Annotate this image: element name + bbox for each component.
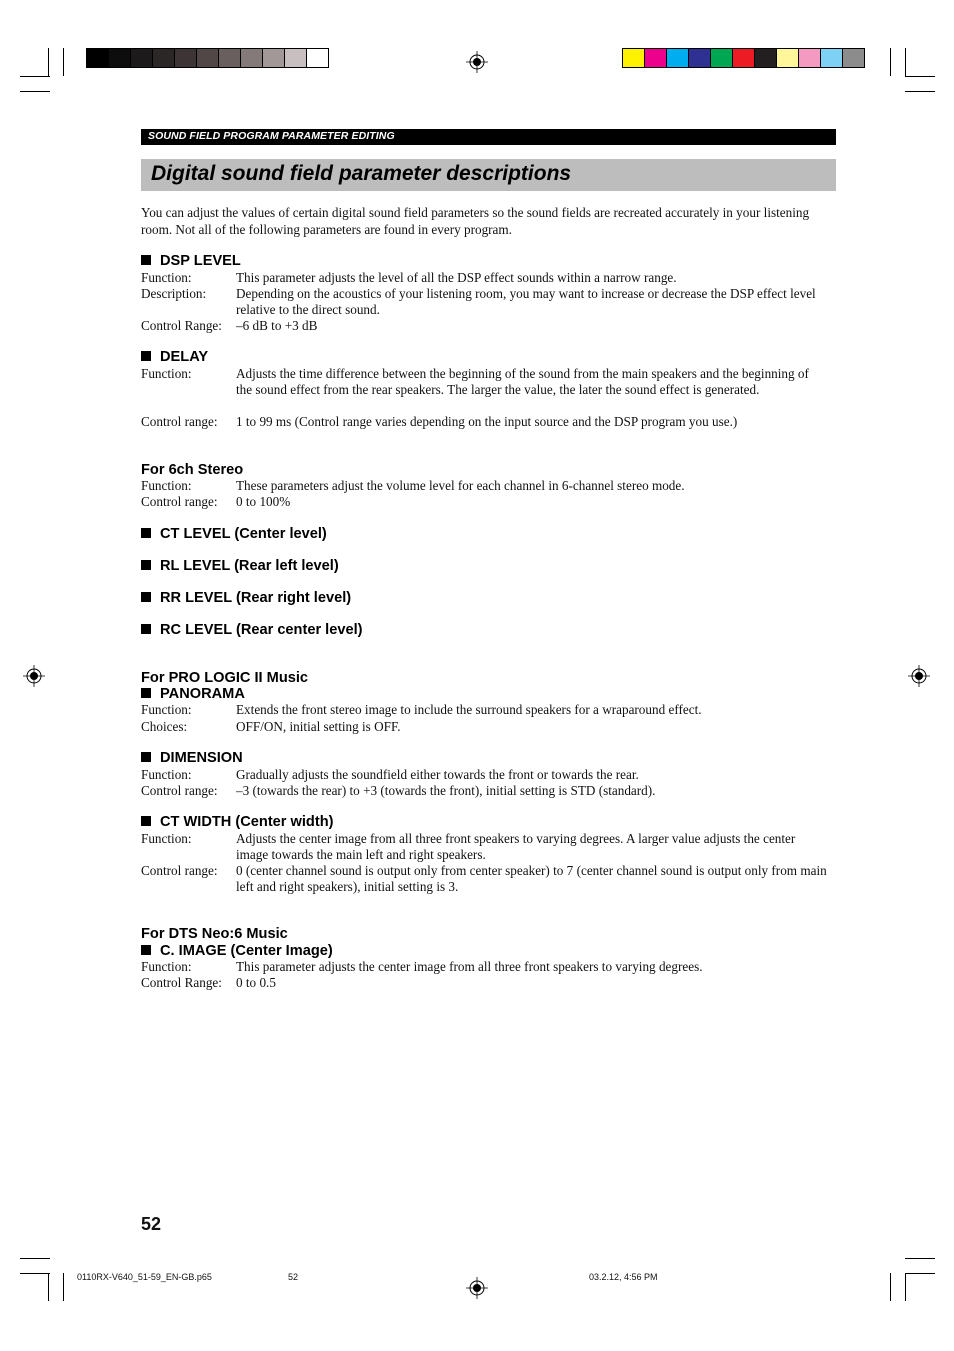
rl-level-heading-text: RL LEVEL (Rear left level) (160, 558, 339, 574)
field-value: OFF/ON, initial setting is OFF. (236, 719, 401, 734)
rl-level-heading (141, 558, 339, 574)
delay-heading-text: DELAY (160, 349, 209, 365)
bullet-square-icon (141, 688, 151, 698)
field-value: –6 dB to +3 dB (236, 318, 318, 333)
color-swatch (798, 48, 821, 68)
field-value: 0 (center channel sound is output only from center speaker) to 7 (center channel sound is output only from main left and right speakers), initial setting is 3. (236, 863, 827, 894)
field-value: Gradually adjusts the soundfield either towards the front or towards the rear. (236, 767, 639, 782)
color-swatch (196, 48, 219, 68)
bullet-square-icon (141, 816, 151, 826)
registration-mark-icon (908, 665, 930, 687)
field-value: Extends the front stereo image to include the surround speakers for a wraparound effect. (236, 702, 702, 717)
field-label: Choices: (141, 719, 188, 734)
field-value: Adjusts the center image from all three front speakers to varying degrees. A larger value adjusts the center image towards the main left and right speakers. (236, 831, 796, 862)
color-swatch (262, 48, 285, 68)
registration-mark-icon (466, 51, 488, 73)
field-label: Function: (141, 959, 192, 974)
crop-mark (905, 1258, 935, 1259)
section-header-bar (141, 129, 836, 145)
color-swatch (688, 48, 711, 68)
field-label: Function: (141, 270, 192, 285)
title-bar (141, 159, 836, 191)
intro-paragraph: You can adjust the values of certain digital sound field parameters so the sound fields are recreated accurately in your listening room. Not all of the following parameters are found in every program. (141, 205, 810, 237)
crop-mark (63, 1273, 64, 1301)
neo6-music-heading: For DTS Neo:6 Music (141, 926, 288, 942)
color-swatch (776, 48, 799, 68)
bullet-square-icon (141, 351, 151, 361)
crop-mark (48, 1273, 49, 1301)
field-value: 0 to 0.5 (236, 975, 276, 990)
plii-music-heading: For PRO LOGIC II Music (141, 670, 309, 686)
color-swatch (284, 48, 307, 68)
crop-mark (905, 91, 935, 92)
crop-mark (905, 1273, 935, 1274)
color-swatch (306, 48, 329, 68)
page-title: Digital sound field parameter descriptions (151, 162, 572, 185)
registration-mark-icon (23, 665, 45, 687)
footer-timestamp: 03.2.12, 4:56 PM (589, 1272, 658, 1282)
bullet-square-icon (141, 945, 151, 955)
field-value: 0 to 100% (236, 494, 291, 509)
dimension-heading (141, 750, 243, 766)
crop-mark (63, 48, 64, 76)
crop-mark (20, 76, 50, 77)
page-number: 52 (141, 1214, 162, 1234)
crop-mark (20, 91, 50, 92)
footer-page: 52 (288, 1272, 299, 1282)
color-swatch (86, 48, 109, 68)
ct-level-heading-text: CT LEVEL (Center level) (160, 526, 327, 542)
delay-heading (141, 349, 208, 365)
field-label: Function: (141, 831, 192, 846)
field-value: This parameter adjusts the center image from all three front speakers to varying degrees. (236, 959, 703, 974)
c-image-heading-text: C. IMAGE (Center Image) (160, 943, 333, 959)
crop-mark (890, 1273, 891, 1301)
color-swatch (174, 48, 197, 68)
rr-level-heading (141, 590, 351, 606)
field-value: Depending on the acoustics of your listening room, you may want to increase or decrease the DSP effect level relative to the direct sound. (236, 286, 816, 317)
color-swatch (218, 48, 241, 68)
ct-level-heading (141, 526, 327, 542)
rc-level-heading-text: RC LEVEL (Rear center level) (160, 622, 363, 638)
bullet-square-icon (141, 624, 151, 634)
crop-mark (20, 1258, 50, 1259)
crop-mark (890, 48, 891, 76)
field-label: Control range: (141, 414, 218, 429)
field-label: Function: (141, 478, 192, 493)
footer-filename: 0110RX-V640_51-59_EN-GB.p65 (77, 1272, 212, 1282)
c-image-heading (141, 943, 333, 959)
crop-mark (20, 1273, 50, 1274)
panorama-heading-text: PANORAMA (160, 686, 245, 702)
field-value: 1 to 99 ms (Control range varies depending on the input source and the DSP program you use.) (236, 414, 738, 429)
crop-mark (48, 48, 49, 76)
bullet-square-icon (141, 752, 151, 762)
color-swatch (240, 48, 263, 68)
bullet-square-icon (141, 592, 151, 602)
field-label: Control range: (141, 863, 218, 878)
field-label: Function: (141, 702, 192, 717)
color-swatch (842, 48, 865, 68)
color-swatch (710, 48, 733, 68)
color-swatch (666, 48, 689, 68)
color-swatch (754, 48, 777, 68)
color-swatch (732, 48, 755, 68)
bullet-square-icon (141, 255, 151, 265)
field-label: Function: (141, 366, 192, 381)
field-label: Function: (141, 767, 192, 782)
ct-width-heading-text: CT WIDTH (Center width) (160, 814, 334, 830)
bullet-square-icon (141, 560, 151, 570)
section-label: SOUND FIELD PROGRAM PARAMETER EDITING (148, 130, 395, 142)
color-swatch (622, 48, 645, 68)
ct-width-heading (141, 814, 333, 830)
field-value: These parameters adjust the volume level for each channel in 6-channel stereo mode. (236, 478, 685, 493)
rc-level-heading (141, 622, 363, 638)
field-value: Adjusts the time difference between the beginning of the sound from the main speakers and the beginning of the sound effect from the rear speakers. The larger the value, the later the sound effect is generated. (236, 366, 809, 397)
field-label: Control Range: (141, 318, 222, 333)
dsp-level-heading-text: DSP LEVEL (160, 253, 241, 269)
color-swatch (820, 48, 843, 68)
field-label: Control Range: (141, 975, 222, 990)
crop-mark (905, 48, 906, 76)
rr-level-heading-text: RR LEVEL (Rear right level) (160, 590, 352, 606)
stereo-6ch-heading: For 6ch Stereo (141, 462, 244, 478)
crop-mark (905, 76, 935, 77)
bullet-square-icon (141, 528, 151, 538)
crop-mark (905, 1273, 906, 1301)
registration-mark-icon (466, 1277, 488, 1299)
color-swatch (644, 48, 667, 68)
color-swatch (130, 48, 153, 68)
field-label: Description: (141, 286, 207, 301)
panorama-heading (141, 686, 245, 702)
color-swatch (152, 48, 175, 68)
field-value: –3 (towards the rear) to +3 (towards the front), initial setting is STD (standard). (236, 783, 656, 798)
field-value: This parameter adjusts the level of all the DSP effect sounds within a narrow range. (236, 270, 677, 285)
dsp-level-heading (141, 253, 241, 269)
field-label: Control range: (141, 783, 218, 798)
field-label: Control range: (141, 494, 218, 509)
color-swatch (108, 48, 131, 68)
dimension-heading-text: DIMENSION (160, 750, 243, 766)
